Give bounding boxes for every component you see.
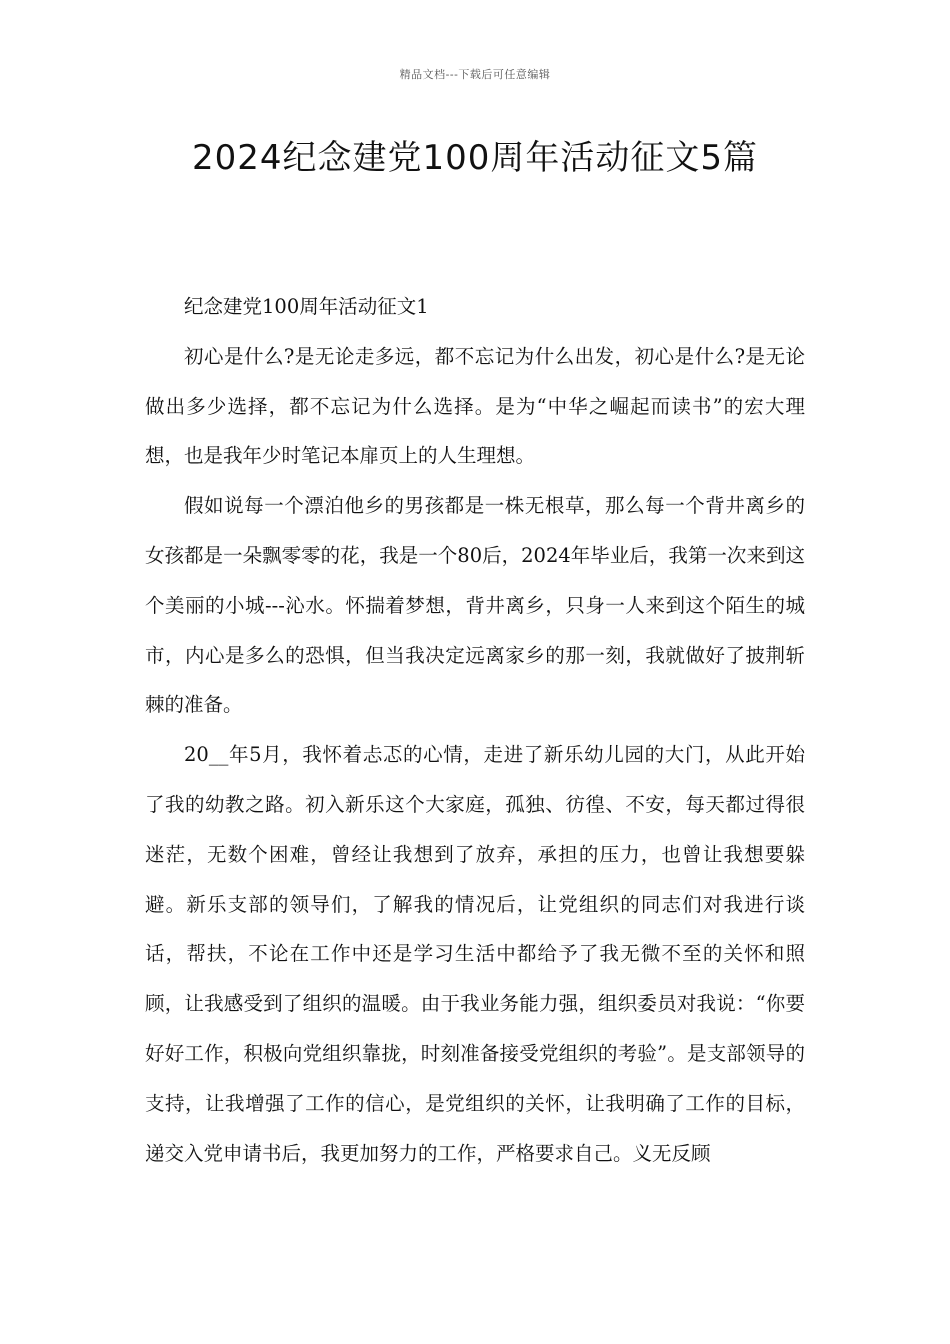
document-title: 2024纪念建党100周年活动征文5篇: [191, 138, 759, 178]
header-note: 精品文档---下载后可任意编辑: [399, 68, 551, 81]
paragraph: 假如说每一个漂泊他乡的男孩都是一株无根草，那么每一个背井离乡的女孩都是一朵飘零零的花，我是一个80后，2024年毕业后，我第一次来到这个美丽的小城---沁水。怀揣着梦想，背井离乡，只身一人来到这个陌生的城市，内心是多么的恐惧，但当我决定远离家乡的那一刻，我就做好了披荆斩棘的准备。: [145, 494, 805, 717]
section-heading: 纪念建党100周年活动征文1: [184, 295, 429, 318]
document-body: [145, 282, 805, 1178]
paragraph: 初心是什么?是无论走多远，都不忘记为什么出发，初心是什么?是无论做出多少选择，都不忘记为什么选择。是为“中华之崛起而读书”的宏大理想，也是我年少时笔记本扉页上的人生理想。: [145, 344, 805, 468]
paragraph: 20__年5月，我怀着忐忑的心情，走进了新乐幼儿园的大门，从此开始了我的幼教之路。初入新乐这个大家庭，孤独、彷徨、不安，每天都过得很迷茫，无数个困难，曾经让我想到了放弃，承担的压力，也曾让我想要躲避。新乐支部的领导们，了解我的情况后，让党组织的同志们对我进行谈话，帮扶，不论在工作中还是学习生活中都给予了我无微不至的关怀和照顾，让我感受到了组织的温暖。由于我业务能力强，组织委员对我说：“你要好好工作，积极向党组织靠拢，时刻准备接受党组织的考验”。是支部领导的支持，让我增强了工作的信心，是党组织的关怀，让我明确了工作的目标，递交入党申请书后，我更加努力的工作，严格要求自己。义无反顾: [145, 743, 805, 1165]
